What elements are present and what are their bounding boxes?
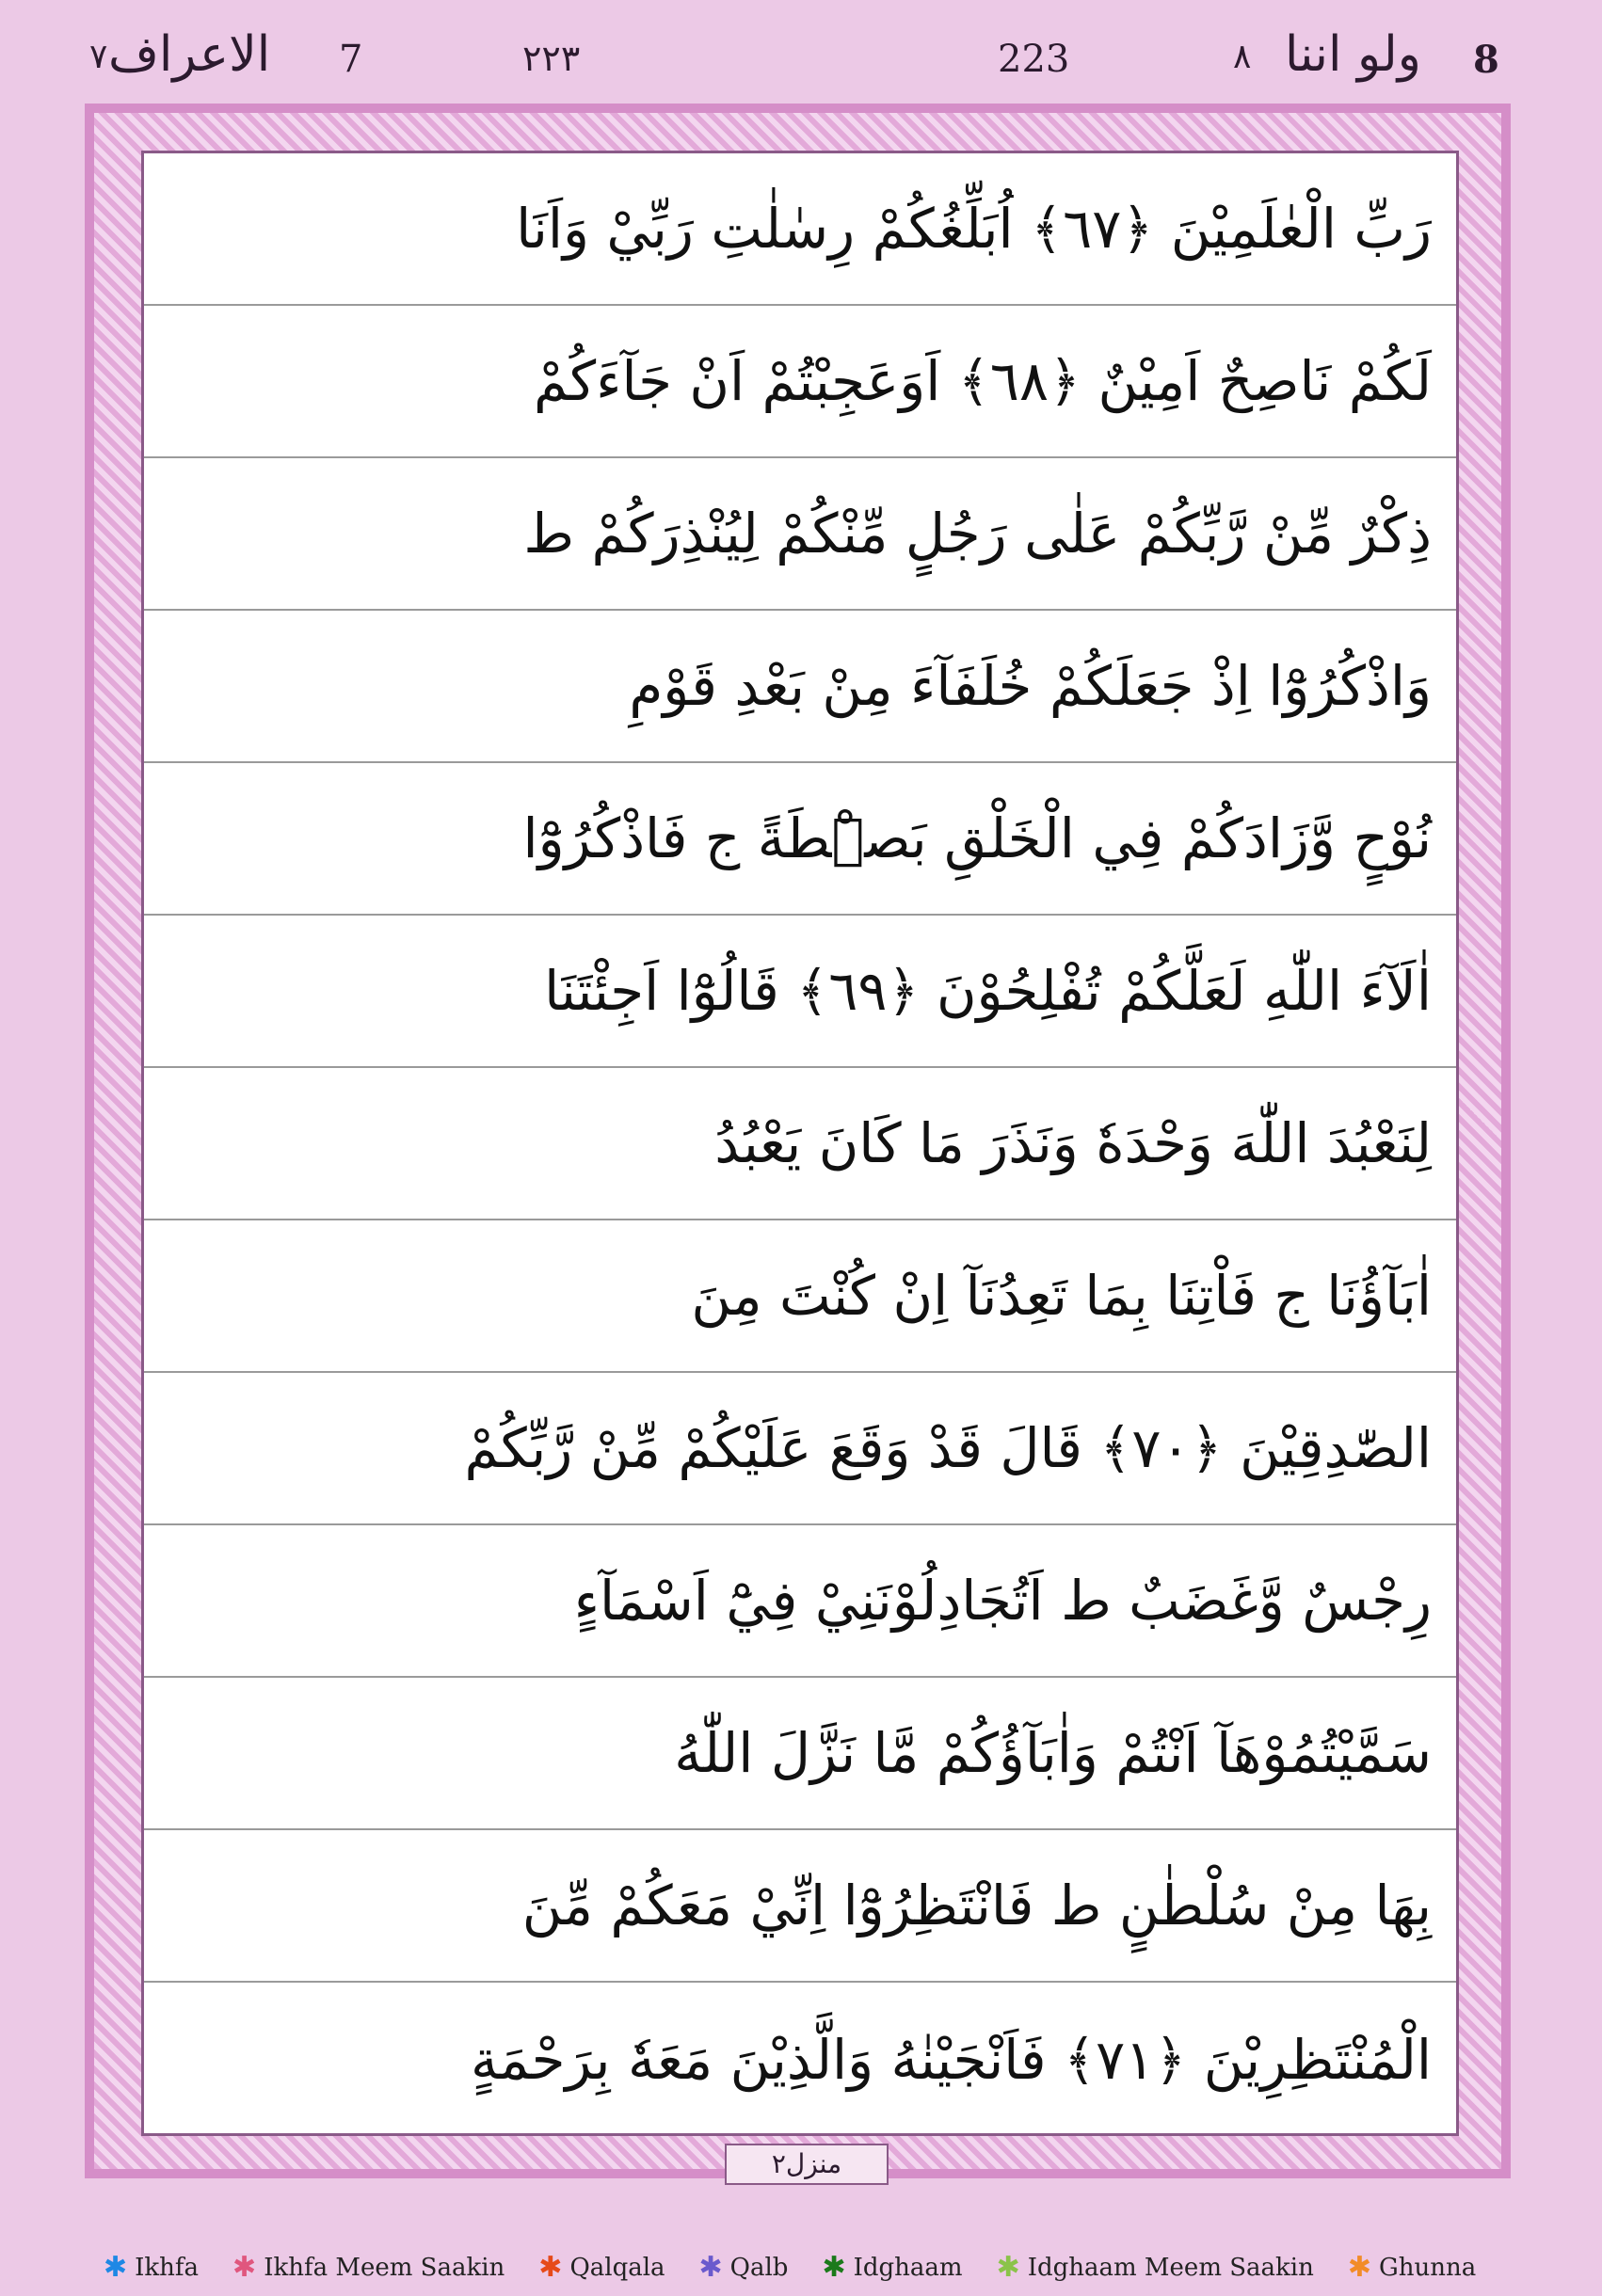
text-line-8: اٰبَآؤُنَا ج فَاْتِنَا بِمَا تَعِدُنَآ اِنْ كُنْتَ مِنَ bbox=[144, 1220, 1456, 1373]
surah-number: 7 bbox=[339, 38, 363, 81]
asterisk-icon: ✱ bbox=[1347, 2251, 1372, 2284]
text-line-7: لِنَعْبُدَ اللّٰهَ وَحْدَهٗ وَنَذَرَ مَا كَانَ يَعْبُدُ bbox=[144, 1068, 1456, 1220]
asterisk-icon: ✱ bbox=[822, 2251, 846, 2284]
legend-label: Qalb bbox=[729, 2254, 789, 2282]
legend-label: Idghaam Meem Saakin bbox=[1027, 2254, 1314, 2282]
asterisk-icon: ✱ bbox=[232, 2251, 257, 2284]
text-line-4: وَاذْكُرُوْٓا اِذْ جَعَلَكُمْ خُلَفَآءَ مِنْ بَعْدِ قَوْمِ bbox=[144, 611, 1456, 763]
asterisk-icon: ✱ bbox=[698, 2251, 723, 2284]
legend-item-ikhfa-meem-saakin bbox=[232, 2251, 505, 2284]
legend-item-qalb bbox=[698, 2251, 789, 2284]
surah-name: الاعراف bbox=[108, 26, 271, 83]
tajweed-legend bbox=[104, 2251, 1477, 2284]
legend-label: Qalqala bbox=[569, 2254, 665, 2282]
legend-item-ghunna bbox=[1347, 2251, 1477, 2284]
surah-number-arabic: ٧ bbox=[89, 38, 108, 76]
legend-item-idghaam bbox=[822, 2251, 963, 2284]
page-header bbox=[0, 0, 1602, 113]
legend-item-idghaam-meem-saakin bbox=[996, 2251, 1314, 2284]
legend-label: Ikhfa bbox=[135, 2254, 200, 2282]
quran-text-page bbox=[141, 151, 1459, 2136]
legend-label: Ikhfa Meem Saakin bbox=[264, 2254, 505, 2282]
text-line-13: الْمُنْتَظِرِيْنَ ﴿٧١﴾ فَاَنْجَيْنٰهُ وَالَّذِيْنَ مَعَهٗ بِرَحْمَةٍ bbox=[470, 2027, 1432, 2092]
text-line-5: نُوْحٍ وَّزَادَكُمْ فِي الْخَلْقِ بَصْۜطَةً ج فَاذْكُرُوْٓا bbox=[144, 763, 1456, 916]
para-number-arabic: ٨ bbox=[1233, 38, 1252, 76]
legend-item-ikhfa bbox=[104, 2251, 200, 2284]
manzil-label: منزل٢ bbox=[725, 2144, 889, 2185]
text-line-2: لَكُمْ نَاصِحٌ اَمِيْنٌ ﴿٦٨﴾ اَوَعَجِبْتُمْ اَنْ جَآءَكُمْ bbox=[144, 306, 1456, 458]
text-line-1: رَبِّ الْعٰلَمِيْنَ ﴿٦٧﴾ اُبَلِّغُكُمْ رِسٰلٰتِ رَبِّيْ وَاَنَا bbox=[144, 153, 1456, 306]
legend-label: Idghaam bbox=[853, 2254, 963, 2282]
text-line-3: ذِكْرٌ مِّنْ رَّبِّكُمْ عَلٰى رَجُلٍ مِّنْكُمْ لِيُنْذِرَكُمْ ط bbox=[144, 458, 1456, 611]
para-name: ولو اننا bbox=[1285, 26, 1421, 83]
text-line-9: الصّٰدِقِيْنَ ﴿٧٠﴾ قَالَ قَدْ وَقَعَ عَلَيْكُمْ مِّنْ رَّبِّكُمْ bbox=[144, 1373, 1456, 1525]
page-number: 223 bbox=[998, 38, 1070, 81]
asterisk-icon: ✱ bbox=[996, 2251, 1020, 2284]
para-number: 8 bbox=[1473, 38, 1499, 82]
asterisk-icon: ✱ bbox=[104, 2251, 128, 2284]
text-line-11: سَمَّيْتُمُوْهَآ اَنْتُمْ وَاٰبَآؤُكُمْ مَّا نَزَّلَ اللّٰهُ bbox=[144, 1678, 1456, 1830]
legend-item-qalqala bbox=[538, 2251, 665, 2284]
text-line-6: اٰلَآءَ اللّٰهِ لَعَلَّكُمْ تُفْلِحُوْنَ ﴿٦٩﴾ قَالُوْٓا اَجِئْتَنَا bbox=[144, 916, 1456, 1068]
legend-label: Ghunna bbox=[1379, 2254, 1477, 2282]
text-line-10: رِجْسٌ وَّغَضَبٌ ط اَتُجَادِلُوْنَنِيْ فِيْٓ اَسْمَآءٍ bbox=[144, 1525, 1456, 1678]
text-line-12: بِهَا مِنْ سُلْطٰنٍ ط فَانْتَظِرُوْٓا اِنِّيْ مَعَكُمْ مِّنَ bbox=[144, 1830, 1456, 1983]
asterisk-icon: ✱ bbox=[538, 2251, 563, 2284]
page-number-arabic: ٢٢٣ bbox=[522, 38, 581, 79]
